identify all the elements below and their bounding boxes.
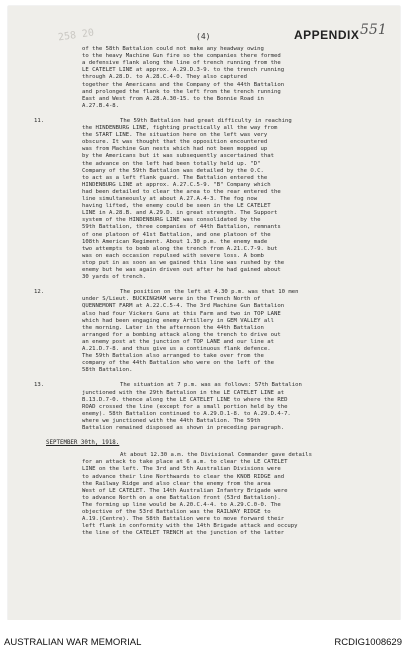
text-line: left flank in conformity with the 14th Brigade attack and occupy bbox=[82, 523, 298, 530]
archive-reference: RCDIG1008629 bbox=[334, 637, 402, 648]
text-line: was on each occasion repulsed with severe loss. A bomb bbox=[82, 252, 264, 259]
text-line: The 59th Battalion had great difficulty in reaching bbox=[120, 117, 292, 124]
text-line: a defensive flank along the line of trench running from the bbox=[82, 60, 281, 67]
text-line: A.19.(Centre). The 58th Battalion were to move forward their bbox=[82, 516, 285, 523]
text-line: Company of the 59th Battalion was detailed by the O.C. bbox=[82, 167, 264, 174]
text-line: of the 58th Battalion could not make any headway owing bbox=[82, 46, 264, 52]
text-line: line simultaneously at about A.27.A.4-3. The fog now bbox=[82, 196, 258, 202]
text-line: arranged for a bombing attack along the trench to drive out bbox=[82, 331, 281, 338]
document-page bbox=[8, 6, 400, 620]
text-line: where we junctioned with the 44th Battalion. The 59th bbox=[82, 417, 261, 424]
text-line: through A.28.D. to A.28.C.4-0. They also captured bbox=[82, 74, 248, 81]
text-line: 59th Battalion, three companies of 44th Battalion, remnants bbox=[82, 224, 281, 231]
text-line: together the Americans and the Company of the 44th Battalion bbox=[82, 81, 285, 88]
text-line: A.27.B.4-8. bbox=[82, 102, 120, 109]
text-line: having lifted, the enemy could be seen in the LE CATELET bbox=[82, 203, 271, 210]
archive-name: AUSTRALIAN WAR MEMORIAL bbox=[4, 637, 142, 648]
text-line: of one platoon of 41st Battalion, and one platoon of the bbox=[82, 231, 271, 238]
text-line: the START LINE. The situation here on the left was very bbox=[82, 132, 268, 139]
paragraph-number: 13. bbox=[34, 382, 45, 389]
text-line: the Railway Ridge and also clear the enemy from the area bbox=[82, 480, 271, 487]
text-line: enemy). 58th Battalion continued to A.29.D.1-8. to A.29.D.4-7. bbox=[82, 410, 291, 417]
paragraph-number: 11. bbox=[34, 117, 45, 124]
date-heading: SEPTEMBER 30th, 1918. bbox=[46, 440, 120, 447]
text-line: stop put in as soon as we gained this line was rushed by the bbox=[82, 259, 285, 266]
text-line: West of LE CATELET. The 14th Australian Infantry Brigade were bbox=[82, 487, 288, 494]
text-line: A.21.D.7-8. and thus give us a continuous flank defence. bbox=[82, 346, 271, 352]
text-line: and prolonged the flank to the left from the trench running bbox=[82, 88, 281, 95]
text-line: LINE in A.28.B. and A.29.D. in great strength. The Support bbox=[82, 210, 278, 217]
text-line: to advance their line Northwards to clear the KNOB RIDGE and bbox=[82, 473, 285, 480]
text-line: 30 yards of trench. bbox=[82, 274, 146, 281]
text-line: The 59th Battalion also arranged to take over from the bbox=[82, 353, 264, 360]
text-line: obscure. It was thought that the opposition encountered bbox=[82, 139, 268, 146]
text-line: the morning. Later in the afternoon the 44th Battalion bbox=[82, 324, 264, 331]
text-line: The forming up line would be A.20.C.4-4. to A.29.C.0-0. The bbox=[82, 501, 281, 508]
text-line: for an attack to take place at 6 a.m. to clear the LE CATELET bbox=[82, 459, 288, 466]
text-line: Battalion remained disposed as shown in preceding paragraph. bbox=[82, 425, 285, 431]
text-line: QUENNEMONT FARM at A.22.C.5-4. The 3rd Machine Gun Battalion bbox=[82, 303, 285, 310]
text-line: 58th Battalion. bbox=[82, 367, 133, 374]
handwritten-page-number: 551 bbox=[360, 22, 387, 38]
text-line: ROAD crossed the line (except for a small portion held by the bbox=[82, 403, 288, 410]
text-line: an enemy post at the junction of TOP LANE and our line at bbox=[82, 338, 274, 345]
text-line: to act as a left flank guard. The Battalion entered the bbox=[82, 174, 268, 181]
page-number: (4) bbox=[196, 32, 211, 41]
text-line: At about 12.30 a.m. the Divisional Commander gave details bbox=[120, 452, 312, 459]
text-line: LE CATELET LINE at approx. A.29.D.3-9. to the trench running bbox=[82, 67, 285, 74]
archive-footer bbox=[0, 620, 406, 654]
text-line: The position on the left at 4.30 p.m. was that 10 men bbox=[120, 289, 299, 296]
text-line: by the Americans but it was subsequently ascertained that bbox=[82, 153, 274, 160]
text-line: B.13.D.7-0. thence along the LE CATELET LINE to where the RED bbox=[82, 396, 288, 403]
appendix-label: APPENDIX bbox=[294, 28, 360, 42]
text-line: The situation at 7 p.m. was as follows: 57th Battalion bbox=[120, 382, 302, 389]
text-line: had been detailed to clear the area to the rear entered the bbox=[82, 188, 281, 195]
text-line: also had four Vickers Guns at this Farm and two in TOP LANE bbox=[82, 310, 281, 317]
text-line: LINE on the left. The 3rd and 5th Australian Divisions were bbox=[82, 466, 281, 473]
text-line: HINDENBURG LINE at approx. A.27.C.5-9. "B" Company which bbox=[82, 181, 271, 188]
text-line: the advance on the left had been totally held up. "D" bbox=[82, 160, 261, 167]
text-line: system of the HINDENBURG LINE was consolidated by the bbox=[82, 217, 261, 224]
faint-stamp: 258 20 bbox=[57, 27, 95, 44]
text-line: to the heavy Machine Gun fire so the companies there formed bbox=[82, 53, 281, 60]
text-line: was from Machine Gun nests which had not been mopped up bbox=[82, 146, 268, 153]
text-line: enemy but he was again driven out after he had gained about bbox=[82, 267, 281, 273]
text-line: the line of the CATELET TRENCH at the junction of the latter bbox=[82, 530, 285, 537]
text-line: junctioned with the 29th Battalion in the LE CATELET LINE at bbox=[82, 389, 285, 396]
text-line: 108th American Regiment. About 1.30 p.m. the enemy made bbox=[82, 238, 268, 245]
text-line: to advance North on a one Battalion front (53rd Battalion). bbox=[82, 494, 281, 501]
text-line: company of the 44th Battalion who were on the left of the bbox=[82, 360, 274, 367]
text-line: two attempts to bomb along the trench from A.21.C.7-9. but bbox=[82, 245, 278, 252]
paragraph-number: 12. bbox=[34, 289, 45, 296]
text-line: the HINDENBURG LINE, fighting practically all the way from bbox=[82, 125, 278, 131]
text-line: objective of the 53rd Battalion was the RAILWAY RIDGE to bbox=[82, 509, 271, 515]
text-line: which had been engaging enemy Artillery in GEM VALLEY all bbox=[82, 317, 274, 324]
text-line: under S/Lieut. BUCKINGHAM were in the Trench North of bbox=[82, 296, 261, 303]
text-line: East and West from A.28.A.30-15. to the Bonnie Road in bbox=[82, 95, 264, 102]
